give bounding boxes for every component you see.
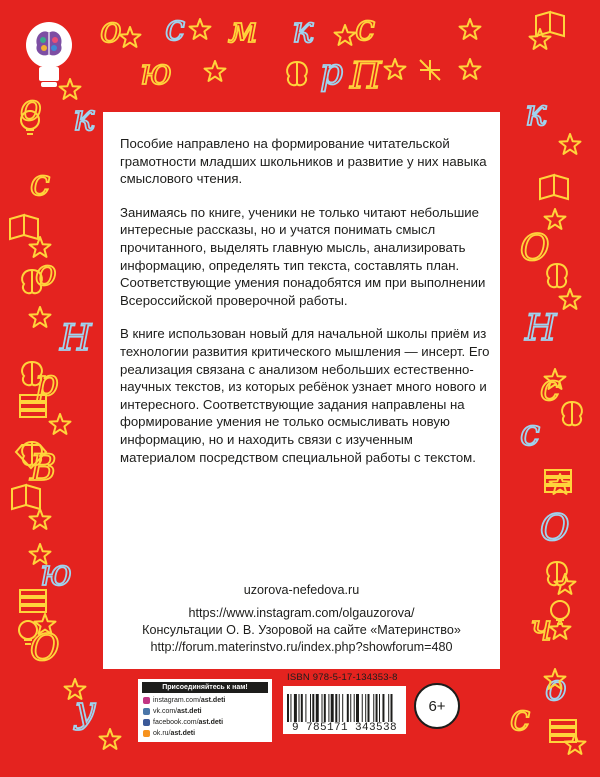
decor-letter: ч (530, 608, 553, 649)
star-icon (385, 59, 406, 79)
books-stack-icon (20, 598, 46, 604)
ok-icon (143, 730, 150, 737)
decor-letter: ю (40, 553, 72, 594)
star-icon (100, 729, 121, 749)
decor-letter: о (20, 88, 42, 129)
star-icon (50, 414, 71, 434)
decor-letter: с (30, 163, 51, 204)
vk-icon (143, 708, 150, 715)
star-icon (30, 307, 51, 327)
description-paragraph-3: В книге использован новый для начальной школы приём из технологии развития критического мышления — инсерт. Его реализация связана с анализом небольших естественно-научных текстов, из которых ребёнок узнает много нового и интересного. Соответствующие задания направлены на формирование умения не только осмысливать новую информацию, но и находить связи с изученным материалом посредством специальной работы с текстом. (120, 326, 490, 465)
lightbulb-icon (551, 601, 569, 619)
decor-letter: с (510, 698, 531, 739)
decor-letter: у (75, 690, 96, 731)
decor-letter: О (520, 228, 550, 269)
books-stack-icon (550, 728, 576, 734)
decor-letter: с (165, 8, 186, 49)
isbn-label: ISBN 978-5-17-134353-8 (287, 672, 398, 683)
decor-letter: о (35, 253, 57, 294)
decor-letter: О (540, 508, 570, 549)
star-icon (560, 289, 581, 309)
consultations-text: Консультации О. В. Узоровой на сайте «Материнство» (142, 623, 461, 637)
books-stack-icon (545, 486, 571, 492)
decor-letter: с (355, 8, 376, 49)
decor-letter: ю (140, 52, 172, 93)
star-icon (560, 134, 581, 154)
circuit-icon (420, 60, 440, 80)
decor-letter: к (292, 10, 314, 51)
decor-letter: к (73, 98, 95, 139)
forum-link[interactable]: http://forum.materinstvo.ru/index.php?showforum=480 (150, 640, 453, 654)
decor-letter: В (30, 448, 57, 489)
author-links (103, 582, 500, 656)
social-item-ok[interactable]: ok.ru/ ast.deti (138, 728, 272, 739)
description-panel (103, 112, 500, 669)
star-icon (120, 27, 141, 47)
star-icon (460, 59, 481, 79)
books-stack-icon (20, 403, 46, 409)
decor-letter: Н (525, 308, 557, 349)
facebook-icon (143, 719, 150, 726)
decor-letter: к (525, 93, 547, 134)
barcode-digits: 9 785171 343538 (283, 722, 406, 734)
books-stack-icon (545, 470, 571, 476)
social-item-vk[interactable]: vk.com/ ast.deti (138, 706, 272, 717)
brain-icon (562, 402, 582, 425)
website-link[interactable]: uzorova-nefedova.ru (243, 583, 360, 597)
description-paragraph-1: Пособие направлено на формирование читательской грамотности младших школьников и развитие у них навыка смыслового чтения. (120, 136, 487, 187)
description-paragraph-2: Занимаясь по книге, ученики не только читают небольшие интересные рассказы, но и учатся понимать смысл прочитанного, выделять главную мысль, анализировать информацию, определять тип текста, составлять план. Соответствующие умения понадобятся им при выполнении Всероссийской проверочной работы. (120, 204, 486, 308)
decor-letter: Н (60, 318, 92, 359)
brain-icon (547, 562, 567, 585)
book-icon (540, 175, 568, 199)
star-icon (550, 619, 571, 639)
lightbulb-brain-logo-icon (24, 20, 74, 90)
books-stack-icon (20, 606, 46, 612)
books-stack-icon (20, 411, 46, 417)
book-icon (12, 485, 40, 509)
decor-letter: р (320, 52, 344, 93)
instagram-link[interactable]: https://www.instagram.com/olgauzorova/ (188, 606, 415, 620)
social-item-facebook[interactable]: facebook.com/ ast.deti (138, 717, 272, 728)
star-icon (460, 19, 481, 39)
decor-letter: м (228, 10, 258, 51)
decor-letter: с (520, 413, 541, 454)
decor-letter: П (350, 56, 382, 97)
star-icon (205, 61, 226, 81)
instagram-icon (143, 697, 150, 704)
decor-letter: О (30, 628, 60, 669)
brain-icon (287, 62, 307, 85)
book-icon (10, 215, 38, 239)
star-icon (190, 19, 211, 39)
books-stack-icon (550, 720, 576, 726)
star-icon (335, 25, 356, 45)
decor-letter: о (545, 668, 567, 709)
social-block (138, 679, 272, 742)
decor-letter: с (540, 368, 561, 409)
age-rating-badge: 6+ (414, 683, 460, 729)
star-icon (30, 509, 51, 529)
star-icon (545, 209, 566, 229)
decor-letter: о (100, 10, 122, 51)
social-header: Присоединяйтесь к нам! (142, 682, 268, 693)
social-item-instagram[interactable]: instagram.com/ ast.deti (138, 695, 272, 706)
brain-icon (547, 264, 567, 287)
decor-letter: р (35, 363, 59, 404)
description-text (120, 135, 490, 482)
